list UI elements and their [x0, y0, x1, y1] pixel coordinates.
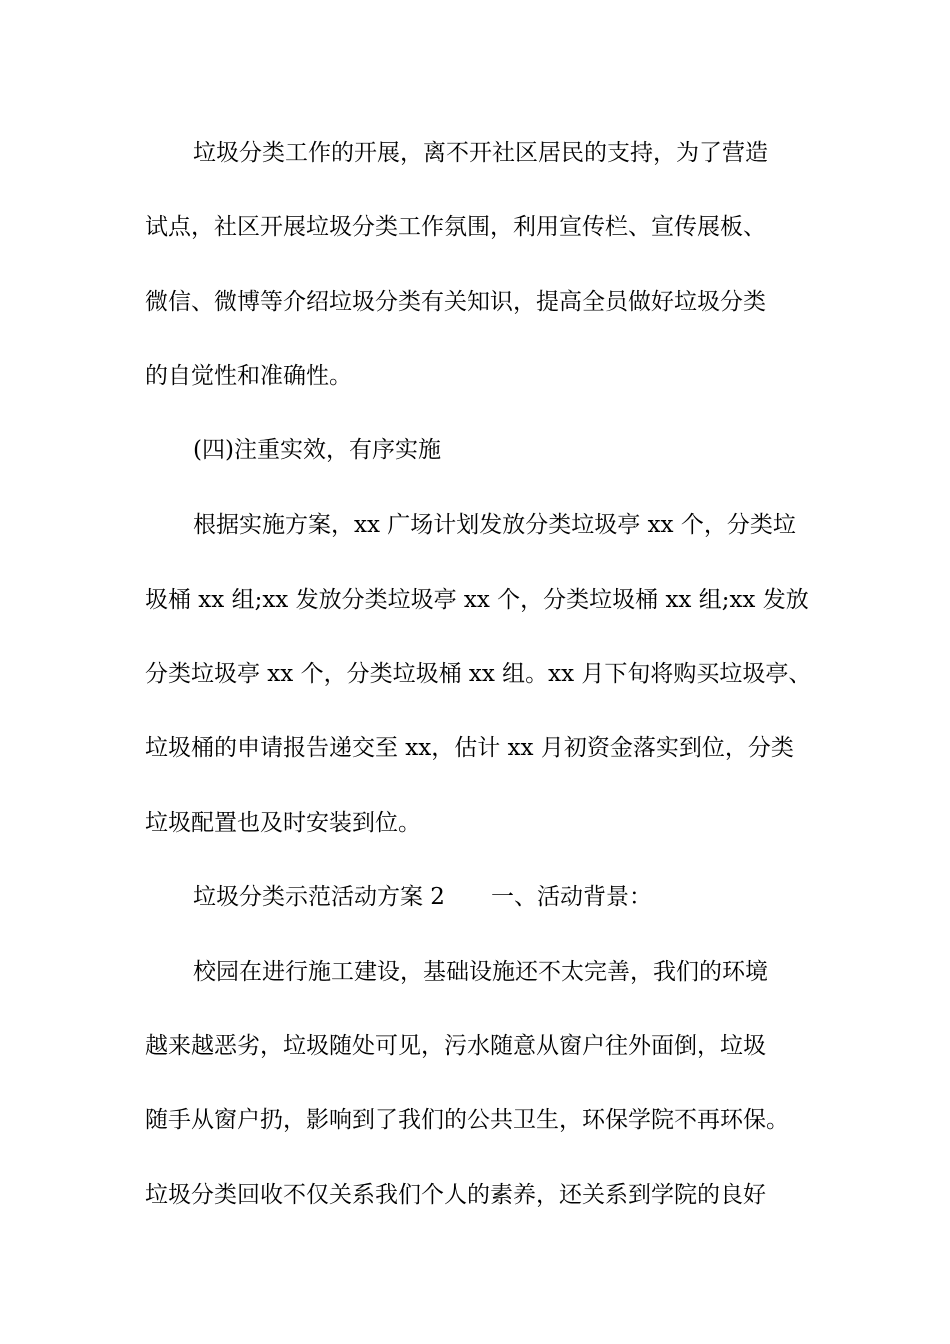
- paragraph-line: 分类垃圾亭 xx 个，分类垃圾桶 xx 组。xx 月下旬将购买垃圾亭、: [145, 661, 812, 687]
- paragraph-line: 垃圾分类回收不仅关系我们个人的素养，还关系到学院的良好: [145, 1182, 766, 1208]
- section-heading: 垃圾分类示范活动方案 2 一、活动背景：: [193, 884, 652, 910]
- paragraph-line: 的自觉性和准确性。: [145, 363, 352, 389]
- paragraph-line: 越来越恶劣，垃圾随处可见，污水随意从窗户往外面倒，垃圾: [145, 1033, 766, 1059]
- paragraph-line: 随手从窗户扔，影响到了我们的公共卫生，环保学院不再环保。: [145, 1107, 789, 1133]
- paragraph-line: 校园在进行施工建设，基础设施还不太完善，我们的环境: [193, 959, 768, 985]
- paragraph-line: 垃圾分类工作的开展，离不开社区居民的支持，为了营造: [193, 140, 768, 166]
- paragraph-line: 微信、微博等介绍垃圾分类有关知识，提高全员做好垃圾分类: [145, 289, 766, 315]
- paragraph-line: 垃圾配置也及时安装到位。: [145, 810, 421, 836]
- paragraph-line: 根据实施方案，xx 广场计划发放分类垃圾亭 xx 个，分类垃: [193, 512, 796, 538]
- section-heading: (四)注重实效，有序实施: [193, 437, 441, 463]
- paragraph-line: 试点，社区开展垃圾分类工作氛围，利用宣传栏、宣传展板、: [145, 214, 766, 240]
- paragraph-line: 圾桶 xx 组;xx 发放分类垃圾亭 xx 个，分类垃圾桶 xx 组;xx 发放: [145, 587, 809, 613]
- paragraph-line: 垃圾桶的申请报告递交至 xx，估计 xx 月初资金落实到位，分类: [145, 735, 794, 761]
